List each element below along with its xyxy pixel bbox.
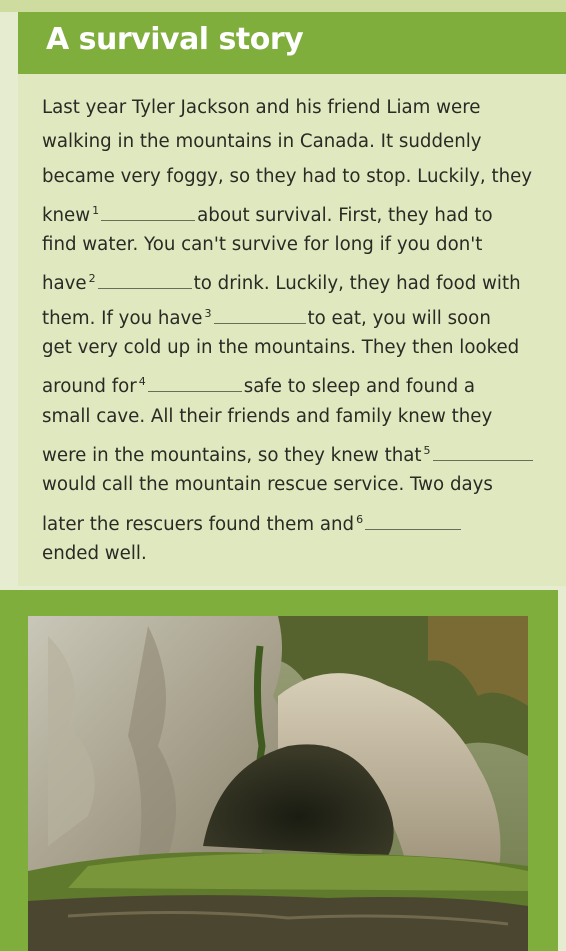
story-line	[42, 434, 547, 468]
story-line-text: get very cold up in the mountains. They then looked	[42, 337, 520, 359]
gap-number: 4	[138, 375, 146, 389]
top-band	[0, 0, 566, 12]
story-line-text: Last year Tyler Jackson and his friend Liam were	[42, 97, 481, 118]
gap-number: 5	[423, 443, 431, 457]
story-line-text: around for	[42, 376, 137, 398]
cave-photo-icon	[28, 616, 528, 951]
story-line	[42, 365, 547, 399]
story-line-text: to drink. Luckily, they had food with	[193, 273, 521, 295]
blank-gap[interactable]	[214, 305, 306, 324]
gap-number: 6	[356, 512, 364, 526]
story-line	[42, 400, 547, 434]
story-line	[42, 537, 547, 571]
story-line-text: became very foggy, so they had to stop. Luckily, they	[42, 165, 533, 187]
page-title: A survival story	[46, 22, 304, 57]
story-line-text: knew	[42, 204, 91, 226]
story-line-text: about survival. First, they had to	[197, 204, 493, 226]
story-line-text: them. If you have	[42, 307, 203, 329]
blank-gap[interactable]	[433, 442, 533, 461]
gap-number: 3	[204, 306, 212, 320]
story-line	[42, 194, 547, 228]
story-line-text: ended well.	[42, 542, 147, 564]
story-line-text: would call the mountain rescue service. Two days	[42, 474, 493, 496]
blank-gap[interactable]	[98, 270, 192, 289]
story-line-text: small cave. All their friends and family knew they	[42, 405, 493, 427]
story-line-text: safe to sleep and found a	[243, 376, 476, 398]
story-line	[42, 468, 547, 502]
gap-number: 2	[88, 272, 96, 286]
story-line	[42, 125, 547, 159]
story-line-text: to eat, you will soon	[307, 307, 491, 329]
story-line	[42, 160, 547, 194]
story-line	[42, 297, 547, 331]
blank-gap[interactable]	[365, 511, 461, 530]
story-line-text: find water. You can't survive for long if you don't	[42, 234, 483, 256]
blank-gap[interactable]	[148, 373, 242, 392]
story-line-text: later the rescuers found them and	[42, 513, 355, 535]
story-text	[42, 91, 547, 571]
story-line	[42, 331, 547, 365]
cave-photo	[28, 616, 528, 951]
story-line	[42, 262, 547, 296]
story-line	[42, 503, 547, 537]
story-line	[42, 228, 547, 262]
story-line-text: have	[42, 273, 87, 295]
blank-gap[interactable]	[101, 202, 195, 221]
gap-number: 1	[92, 203, 100, 217]
story-line	[42, 91, 547, 125]
title-bar	[18, 12, 566, 74]
story-line-text: were in the mountains, so they knew that	[42, 444, 422, 466]
story-line-text: walking in the mountains in Canada. It suddenly	[42, 131, 482, 153]
